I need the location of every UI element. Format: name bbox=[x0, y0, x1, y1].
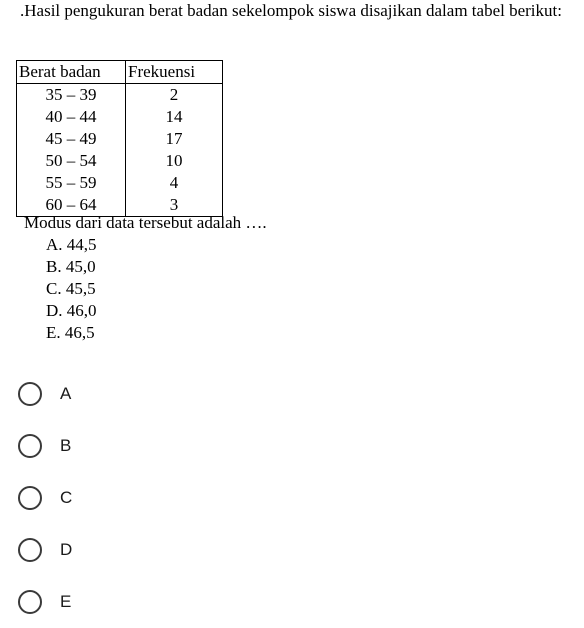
table-header-row bbox=[17, 61, 223, 84]
table-row bbox=[17, 128, 223, 150]
answer-option-label: E bbox=[60, 592, 72, 611]
table-row bbox=[17, 84, 223, 107]
cell-berat: 55 – 59 bbox=[17, 172, 126, 194]
answer-option-a[interactable] bbox=[18, 368, 72, 420]
cell-frekuensi: 10 bbox=[126, 150, 223, 172]
cell-berat: 60 – 64 bbox=[17, 194, 126, 217]
answer-option-label: C bbox=[60, 488, 73, 507]
table-row bbox=[17, 172, 223, 194]
table-row bbox=[17, 150, 223, 172]
cell-frekuensi: 14 bbox=[126, 106, 223, 128]
frequency-table bbox=[16, 60, 223, 217]
radio-button-icon[interactable] bbox=[18, 590, 42, 614]
header-frekuensi: Frekuensi bbox=[126, 61, 223, 84]
radio-button-icon[interactable] bbox=[18, 538, 42, 562]
answer-option-label: B bbox=[60, 436, 72, 455]
choice-text-c: C. 45,5 bbox=[46, 279, 96, 298]
choices-list bbox=[46, 234, 97, 344]
choice-text-a: A. 44,5 bbox=[46, 235, 97, 254]
answer-option-c[interactable] bbox=[18, 472, 72, 524]
radio-button-icon[interactable] bbox=[18, 434, 42, 458]
cell-frekuensi: 3 bbox=[126, 194, 223, 217]
choice-text-b: B. 45,0 bbox=[46, 257, 96, 276]
header-berat-badan: Berat badan bbox=[17, 61, 126, 84]
cell-frekuensi: 17 bbox=[126, 128, 223, 150]
choice-text-d: D. 46,0 bbox=[46, 301, 97, 320]
answer-option-d[interactable] bbox=[18, 524, 72, 576]
answer-option-e[interactable] bbox=[18, 576, 72, 628]
answer-option-label: A bbox=[60, 384, 72, 403]
question-block bbox=[20, 0, 580, 21]
answer-options bbox=[18, 368, 72, 628]
answer-option-b[interactable] bbox=[18, 420, 72, 472]
cell-berat: 40 – 44 bbox=[17, 106, 126, 128]
question-prompt: Modus dari data tersebut adalah …. bbox=[24, 213, 267, 232]
cell-frekuensi: 2 bbox=[126, 84, 223, 107]
radio-button-icon[interactable] bbox=[18, 486, 42, 510]
question-text: .Hasil pengukuran berat badan sekelompok siswa disajikan dalam tabel berikut: bbox=[20, 1, 562, 20]
table-row bbox=[17, 106, 223, 128]
cell-berat: 50 – 54 bbox=[17, 150, 126, 172]
radio-button-icon[interactable] bbox=[18, 382, 42, 406]
answer-option-label: D bbox=[60, 540, 73, 559]
cell-frekuensi: 4 bbox=[126, 172, 223, 194]
cell-berat: 45 – 49 bbox=[17, 128, 126, 150]
cell-berat: 35 – 39 bbox=[17, 84, 126, 107]
choice-text-e: E. 46,5 bbox=[46, 323, 95, 342]
